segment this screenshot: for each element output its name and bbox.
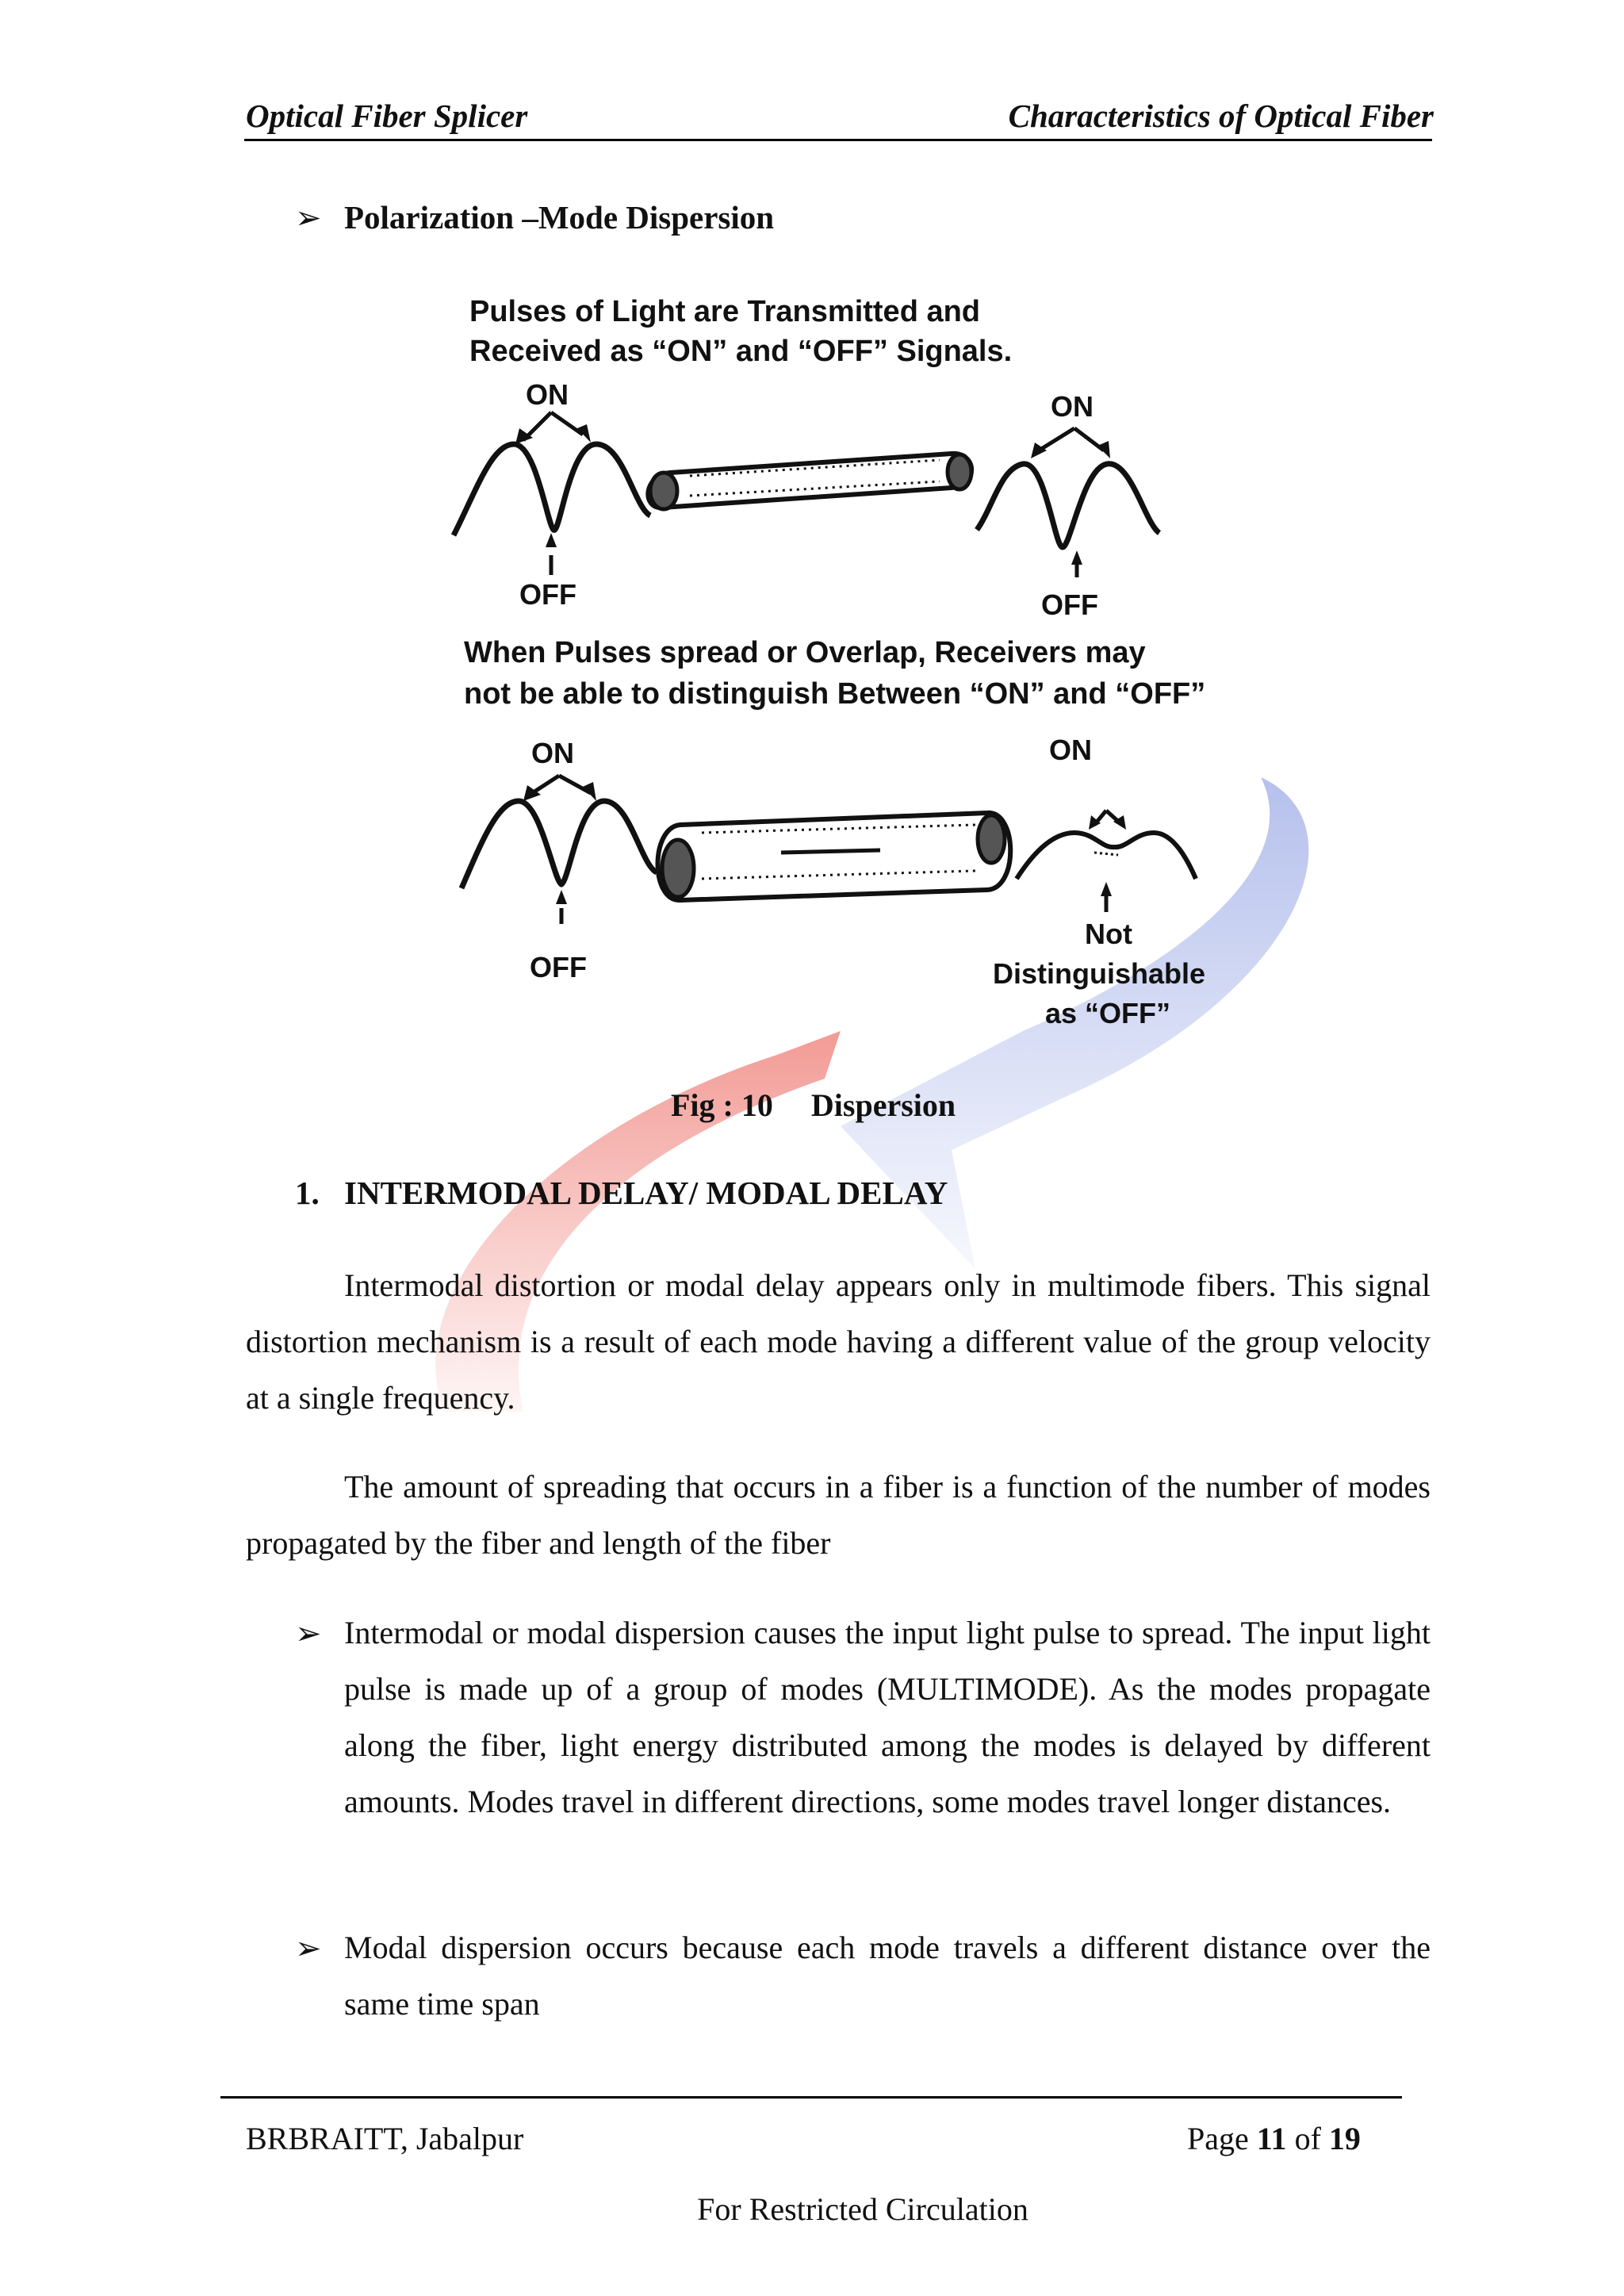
heading-text: INTERMODAL DELAY/ MODAL DELAY bbox=[344, 1175, 948, 1211]
header-left-title: Optical Fiber Splicer bbox=[246, 98, 528, 134]
figure-caption bbox=[671, 1087, 956, 1124]
header-rule bbox=[244, 139, 1432, 141]
bullet-item-1: Intermodal or modal dispersion causes the input light pulse to spread. The input light pulse is made up of a group of modes (MULTIMODE). As the modes propagate along the fiber, light energy distributed among the modes is delayed by different amounts. Modes travel in different directions, some modes travel longer distances. bbox=[344, 1615, 1431, 1819]
heading-number: 1. bbox=[295, 1175, 320, 1211]
paragraph-1: Intermodal distortion or modal delay appears only in multimode fibers. This signal distortion mechanism is a result of each mode having a different value of the group velocity at a single frequency. bbox=[246, 1267, 1431, 1416]
label-off-bottom-left: OFF bbox=[530, 951, 587, 983]
label-on-top-left: ON bbox=[526, 378, 569, 411]
section-title: Polarization –Mode Dispersion bbox=[344, 199, 775, 236]
arrow-bullet-icon: ➢ bbox=[295, 1930, 322, 1966]
bottom-fiber-cylinder bbox=[658, 813, 1011, 900]
footer-page-current: 11 bbox=[1256, 2121, 1287, 2156]
top-right-wave bbox=[977, 464, 1159, 547]
footer-institute: BRBRAITT, Jabalpur bbox=[246, 2121, 524, 2156]
footer-page-total: 19 bbox=[1328, 2121, 1361, 2156]
label-not-line2: Distinguishable bbox=[993, 957, 1206, 990]
bottom-left-wave bbox=[462, 801, 657, 888]
label-on-bottom-right: ON bbox=[1049, 734, 1092, 766]
label-on-bottom-left: ON bbox=[531, 737, 574, 769]
fig-mid-caption-line2: not be able to distinguish Between “ON” and “OFF” bbox=[464, 677, 1206, 711]
figure-caption-title: Dispersion bbox=[810, 1087, 956, 1123]
paragraph-2: The amount of spreading that occurs in a fiber is a function of the number of modes propagated by the fiber and length of the fiber bbox=[246, 1469, 1431, 1561]
footer-circulation-note: For Restricted Circulation bbox=[697, 2191, 1028, 2227]
fig-top-caption-line2: Received as “ON” and “OFF” Signals. bbox=[469, 335, 1013, 368]
fig-mid-caption-line1: When Pulses spread or Overlap, Receivers may bbox=[464, 636, 1146, 669]
bottom-right-arrows bbox=[1094, 811, 1122, 912]
arrow-bullet-icon: ➢ bbox=[295, 1616, 322, 1651]
bullet-item-2: Modal dispersion occurs because each mode travels a different distance over the same time span bbox=[344, 1930, 1431, 2022]
footer-page-of: of bbox=[1286, 2121, 1329, 2156]
label-not-line3: as “OFF” bbox=[1045, 997, 1171, 1029]
arrow-bullet-icon: ➢ bbox=[295, 200, 322, 236]
figure-caption-number: Fig : 10 bbox=[671, 1087, 773, 1123]
dispersion-figure bbox=[412, 274, 1324, 1051]
header-right-title: Characteristics of Optical Fiber bbox=[1008, 98, 1434, 134]
label-off-top-right: OFF bbox=[1041, 588, 1098, 621]
fig-top-caption-line1: Pulses of Light are Transmitted and bbox=[469, 295, 981, 328]
label-on-top-right: ON bbox=[1051, 390, 1094, 423]
top-fiber-cylinder bbox=[648, 454, 971, 509]
footer-page-number bbox=[1187, 2120, 1361, 2157]
footer-page-prefix: Page bbox=[1187, 2121, 1257, 2156]
label-not-line1: Not bbox=[1085, 918, 1132, 950]
footer-rule bbox=[220, 2096, 1402, 2099]
top-left-arrows bbox=[523, 412, 583, 575]
top-left-wave bbox=[454, 444, 650, 535]
bottom-right-wave bbox=[1017, 833, 1196, 879]
label-off-top-left: OFF bbox=[519, 578, 576, 611]
